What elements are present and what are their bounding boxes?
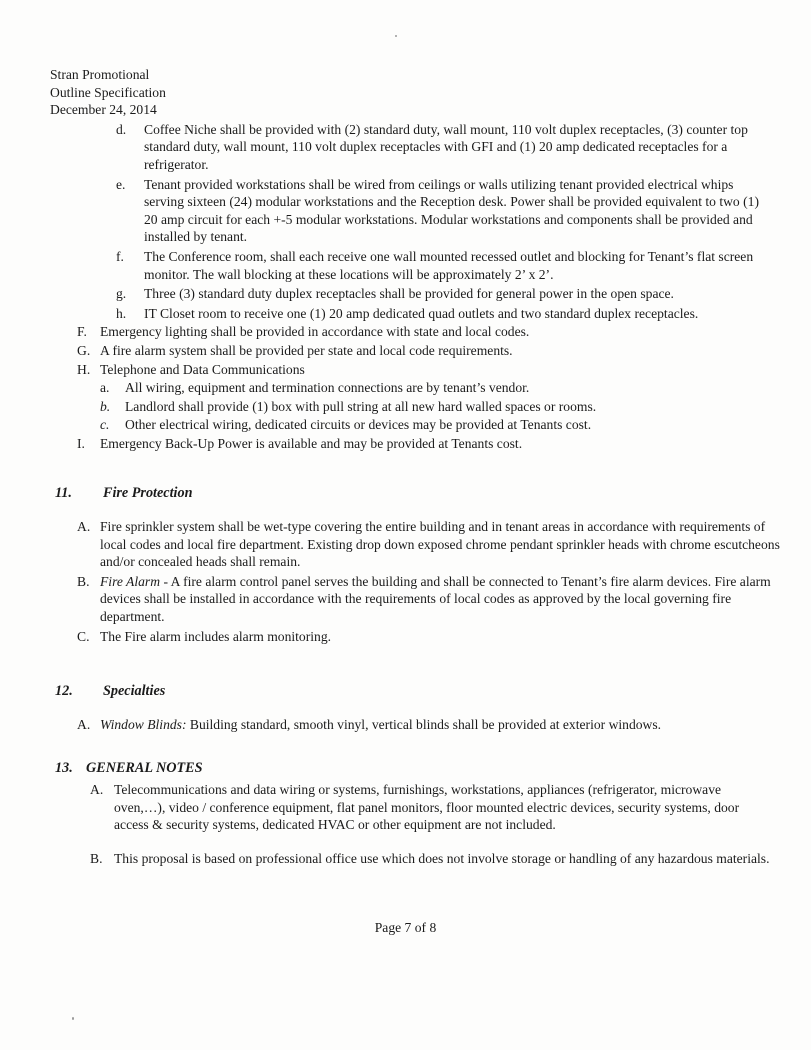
item-letter: c. bbox=[100, 417, 110, 433]
item-text: Telecommunications and data wiring or systems, furnishings, workstations, appliances (refrigerator, microwave oven,…), video / conference equipment, flat panel monitors, floor mounted electric devices, security systems, door access & security systems, dedicated HVAC or other equipment are not included. bbox=[114, 782, 740, 833]
item-letter: A. bbox=[90, 782, 104, 797]
item-lead-italic: Fire Alarm bbox=[100, 573, 161, 589]
list-item-c bbox=[100, 416, 781, 434]
section-number: 12. bbox=[55, 683, 73, 700]
item-letter: B. bbox=[90, 850, 103, 866]
item-letter: b. bbox=[100, 398, 111, 414]
section-title: Fire Protection bbox=[103, 485, 193, 502]
item-letter: h. bbox=[116, 305, 127, 321]
doc-header-title: Outline Specification bbox=[50, 84, 166, 100]
item-text: Emergency lighting shall be provided in accordance with state and local codes. bbox=[100, 324, 530, 340]
item-text-body: - A fire alarm control panel serves the building and shall be connected to Tenant’s fire alarm devices. Fire alarm devices shall be installed in accordance with the requirements of local codes as approved by the local governing fire department. bbox=[100, 573, 771, 625]
item-letter: e. bbox=[116, 176, 126, 192]
item-letter: B. bbox=[77, 573, 90, 589]
item-text: The Conference room, shall each receive one wall mounted recessed outlet and blocking for Tenant’s flat screen monitor. The wall blocking at these locations will be approximately 2’ x 2’. bbox=[144, 248, 754, 282]
item-text: All wiring, equipment and termination connections are by tenant’s vendor. bbox=[125, 380, 530, 396]
section-13-item-A bbox=[90, 781, 773, 834]
item-letter: C. bbox=[77, 628, 90, 644]
item-text: Other electrical wiring, dedicated circuits or devices may be provided at Tenants cost. bbox=[125, 417, 592, 433]
list-item-F bbox=[77, 323, 781, 341]
item-letter: f. bbox=[116, 248, 124, 264]
doc-header-company: Stran Promotional bbox=[50, 67, 150, 82]
page-number: Page 7 of 8 bbox=[374, 920, 437, 936]
item-letter: g. bbox=[116, 286, 127, 302]
item-text: The Fire alarm includes alarm monitoring. bbox=[100, 628, 332, 644]
item-text: A fire alarm system shall be provided per state and local code requirements. bbox=[100, 342, 513, 358]
item-letter: G. bbox=[77, 342, 91, 358]
item-text: This proposal is based on professional office use which does not involve storage or handling of any hazardous materials. bbox=[114, 850, 770, 866]
item-text: Tenant provided workstations shall be wired from ceilings or walls utilizing tenant provided electrical whips serving sixteen (24) modular workstations and the Reception desk. Power shall be provided equivalent to two (1) 20 amp circuit for each +-5 modular workstations. Modular workstations and components shall be provided and installed by tenant. bbox=[144, 176, 759, 245]
section-11-item-C bbox=[77, 628, 783, 646]
item-text: Coffee Niche shall be provided with (2) standard duty, wall mount, 110 volt duplex receptacles, (3) counter top standard duty, wall mount, 110 volt duplex receptacles with GFI and (1) 20 amp dedicated receptacles for a refrigerator. bbox=[144, 121, 748, 172]
item-text: Fire sprinkler system shall be wet-type covering the entire building and in tenant areas in accordance with requirements of local codes and local fire department. Existing drop down exposed chrome pendant sprinkler heads with chrome escutcheons and/or concealed heads shall remain. bbox=[100, 519, 780, 570]
list-item-d bbox=[116, 121, 765, 174]
section-11-item-A bbox=[77, 518, 783, 571]
section-11-item-B bbox=[77, 573, 783, 626]
section-number: 13. bbox=[55, 760, 73, 777]
item-letter: d. bbox=[116, 121, 127, 137]
item-text: Three (3) standard duty duplex receptacles shall be provided for general power in the open space. bbox=[144, 286, 674, 302]
list-item-H bbox=[77, 361, 781, 379]
list-item-b bbox=[100, 398, 781, 416]
section-11-heading bbox=[55, 485, 811, 503]
section-13-item-B bbox=[90, 850, 773, 868]
item-text: IT Closet room to receive one (1) 20 amp dedicated quad outlets and two standard duplex receptacles. bbox=[144, 305, 699, 321]
doc-header-date: December 24, 2014 bbox=[50, 102, 157, 118]
item-text bbox=[100, 716, 783, 734]
item-letter: a. bbox=[100, 380, 110, 396]
section-title: GENERAL NOTES bbox=[86, 760, 203, 777]
item-letter: A. bbox=[77, 716, 91, 732]
item-letter: A. bbox=[77, 519, 91, 535]
item-text: Landlord shall provide (1) box with pull string at all new hard walled spaces or rooms. bbox=[125, 398, 597, 414]
document-header bbox=[50, 0, 811, 119]
section-12-heading bbox=[55, 683, 811, 701]
section-13-heading bbox=[55, 760, 811, 778]
item-text-body: Building standard, smooth vinyl, vertical blinds shall be provided at exterior windows. bbox=[186, 716, 662, 732]
list-item-e bbox=[116, 176, 765, 246]
list-item-f bbox=[116, 248, 765, 283]
section-number: 11. bbox=[55, 485, 72, 502]
item-text: Emergency Back-Up Power is available and may be provided at Tenants cost. bbox=[100, 435, 523, 451]
list-item-h bbox=[116, 305, 765, 323]
item-letter: F. bbox=[77, 324, 87, 340]
list-item-I bbox=[77, 435, 781, 453]
list-item-a bbox=[100, 379, 781, 397]
section-title: Specialties bbox=[103, 683, 166, 700]
scan-speck bbox=[395, 35, 397, 37]
item-letter: H. bbox=[77, 361, 91, 377]
item-letter: I. bbox=[77, 435, 85, 451]
list-item-G bbox=[77, 342, 781, 360]
scan-speck bbox=[72, 1017, 74, 1020]
item-text: Telephone and Data Communications bbox=[100, 361, 305, 377]
section-12-item-A bbox=[77, 716, 783, 734]
item-lead-italic: Window Blinds: bbox=[100, 716, 187, 732]
item-text bbox=[100, 573, 783, 626]
list-item-g bbox=[116, 285, 765, 303]
